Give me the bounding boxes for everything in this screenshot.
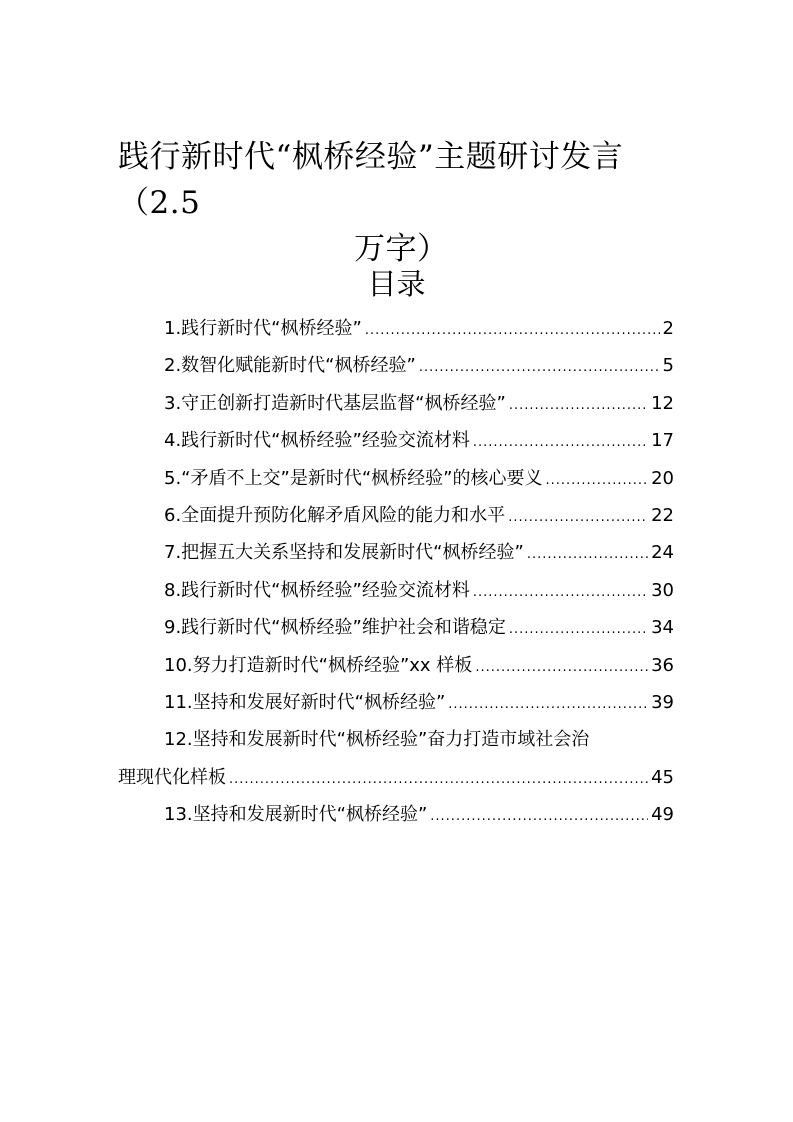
toc-entry-text: 2.数智化赋能新时代“枫桥经验” bbox=[164, 355, 416, 377]
toc-entry-continuation bbox=[118, 759, 674, 796]
dot-leader bbox=[430, 798, 648, 835]
dot-leader bbox=[508, 499, 648, 536]
dot-leader bbox=[448, 686, 648, 723]
table-of-contents bbox=[118, 310, 674, 833]
dot-leader bbox=[473, 424, 648, 461]
toc-entry-text: 4.践行新时代“枫桥经验”经验交流材料 bbox=[164, 430, 470, 452]
toc-entry-text: 3.守正创新打造新时代基层监督“枫桥经验” bbox=[164, 392, 506, 414]
toc-entry-text: 7.把握五大关系坚持和发展新时代“枫桥经验” bbox=[164, 542, 524, 564]
toc-heading: 目录 bbox=[367, 267, 426, 301]
toc-entry-text: 6.全面提升预防化解矛盾风险的能力和水平 bbox=[164, 504, 506, 526]
title-line-1: 践行新时代“枫桥经验”主题研讨发言（2.5 bbox=[118, 139, 624, 221]
toc-entry-text: 5.“矛盾不上交”是新时代“枫桥经验”的核心要义 bbox=[164, 467, 543, 489]
toc-entry-4[interactable] bbox=[118, 422, 674, 459]
toc-entry-11[interactable] bbox=[118, 684, 674, 721]
toc-entry-text: 1.践行新时代“枫桥经验” bbox=[164, 318, 362, 339]
dot-leader bbox=[473, 574, 648, 611]
toc-entry-page: 49 bbox=[651, 804, 674, 826]
dot-leader bbox=[527, 536, 648, 573]
toc-entry-page: 45 bbox=[651, 766, 674, 788]
toc-entry-text: 11.坚持和发展好新时代“枫桥经验” bbox=[164, 691, 446, 713]
dot-leader bbox=[419, 349, 660, 386]
toc-entry-page: 5 bbox=[662, 355, 674, 377]
toc-entry-text: 8.践行新时代“枫桥经验”经验交流材料 bbox=[164, 579, 470, 601]
toc-entry-10[interactable] bbox=[118, 647, 674, 684]
toc-entry-page: 20 bbox=[651, 467, 674, 489]
dot-leader bbox=[545, 462, 648, 499]
toc-entry-page: 24 bbox=[651, 542, 674, 564]
dot-leader bbox=[509, 387, 648, 424]
toc-entry-3[interactable] bbox=[118, 385, 674, 422]
toc-entry-9[interactable] bbox=[118, 609, 674, 646]
dot-leader bbox=[475, 649, 648, 686]
dot-leader bbox=[229, 761, 648, 798]
toc-entry-text: 9.践行新时代“枫桥经验”维护社会和谐稳定 bbox=[164, 617, 506, 639]
toc-entry-page: 39 bbox=[651, 691, 674, 713]
toc-entry-1[interactable] bbox=[118, 310, 674, 347]
toc-entry-page: 22 bbox=[651, 504, 674, 526]
dot-leader bbox=[365, 312, 660, 349]
toc-entry-text: 13.坚持和发展新时代“枫桥经验” bbox=[164, 804, 428, 826]
toc-entry-page: 34 bbox=[651, 617, 674, 639]
toc-entry-page: 36 bbox=[651, 654, 674, 676]
toc-entry-5[interactable] bbox=[118, 460, 674, 497]
toc-entry-2[interactable] bbox=[118, 347, 674, 384]
toc-entry-text: 10.努力打造新时代“枫桥经验”xx 样板 bbox=[164, 654, 473, 676]
toc-entry-text-line-2: 理现代化样板 bbox=[118, 766, 226, 788]
toc-entry-page: 30 bbox=[651, 579, 674, 601]
toc-entry-13[interactable] bbox=[118, 796, 674, 833]
toc-entry-12[interactable] bbox=[118, 721, 674, 796]
dot-leader bbox=[509, 611, 648, 648]
toc-entry-8[interactable] bbox=[118, 572, 674, 609]
toc-entry-text-line-1: 12.坚持和发展新时代“枫桥经验”奋力打造市域社会治 bbox=[164, 729, 590, 751]
toc-entry-7[interactable] bbox=[118, 534, 674, 571]
toc-entry-6[interactable] bbox=[118, 497, 674, 534]
toc-entry-page: 12 bbox=[651, 392, 674, 414]
toc-entry-page: 17 bbox=[651, 430, 674, 452]
title-line-2: 万字） bbox=[354, 231, 449, 267]
document-title bbox=[118, 134, 678, 272]
toc-entry-page: 2 bbox=[662, 318, 674, 339]
